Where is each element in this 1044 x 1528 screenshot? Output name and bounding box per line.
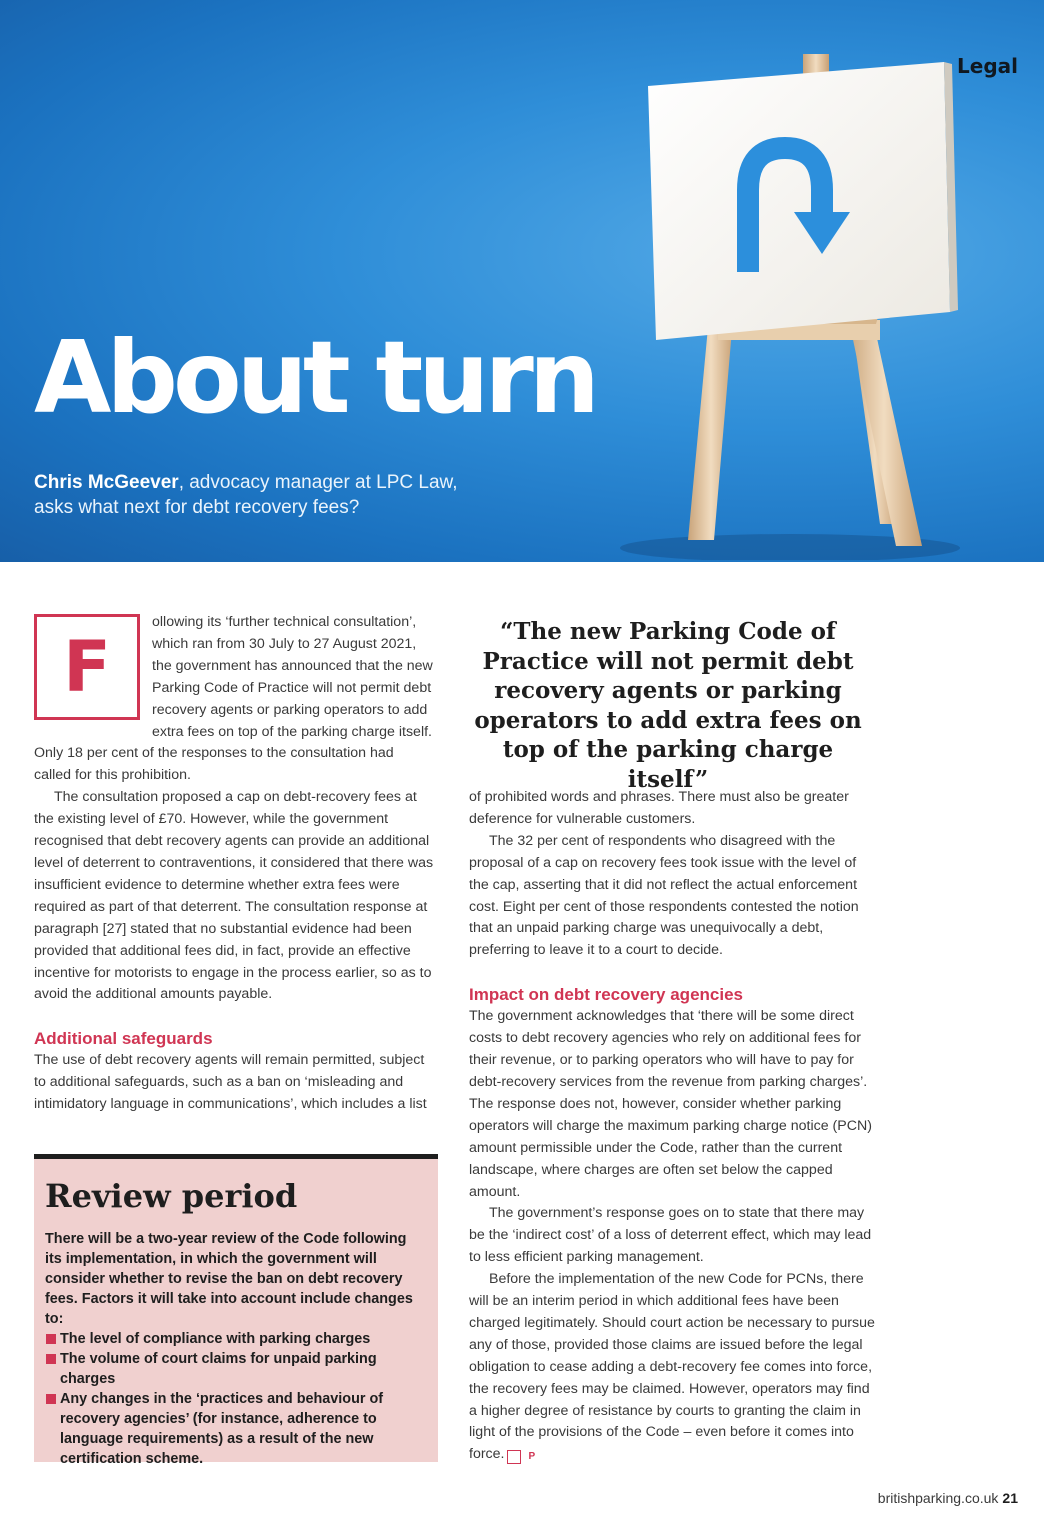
section-label: Legal: [957, 54, 1018, 78]
body-paragraph: The use of debt recovery agents will remain permitted, subject to additional safeguards, such as a ban on ‘misleading and intimidatory language in communications’, which includes a list: [34, 1052, 427, 1113]
body-paragraph: The government acknowledges that ‘there will be some direct costs to debt recovery agencies who rely on additional fees for their revenue, or to parking operators who will have to pay for debt-recovery services from the revenue from parking charges’. The response does not, however, consider whether parking operators will charge the maximum parking charge notice (PCN) amount permissible under the Code, rather than the current landscape, where charges are often set below the capped amount.: [469, 1008, 872, 1200]
body-paragraph: The 32 per cent of respondents who disagreed with the proposal of a cap on recovery fees took issue with the level of the cap, asserting that it did not reflect the actual enforcement cost. Eight per cent of those respondents contested the notion that an unpaid parking charge was unequivocally a debt, preferring to leave it to a court to decide.: [469, 832, 859, 959]
list-item: The volume of court claims for unpaid parking charges: [45, 1349, 426, 1389]
review-box-body: [45, 1229, 426, 1469]
footer-site-url: britishparking.co.uk: [877, 1490, 999, 1506]
review-factors-list: [45, 1329, 426, 1469]
list-item: The level of compliance with parking charges: [45, 1329, 426, 1349]
closing-paragraph: [469, 1269, 875, 1466]
review-period-box: [34, 1154, 438, 1467]
easel-u-turn-sign-icon: [600, 40, 960, 560]
author-role: , advocacy manager at LPC Law,: [178, 472, 458, 493]
standfirst-question: asks what next for debt recovery fees?: [34, 497, 360, 518]
end-mark-icon: P: [507, 1450, 521, 1464]
subheading-impact: Impact on debt recovery agencies: [469, 985, 743, 1005]
page-title: About turn: [34, 319, 595, 436]
body-paragraph: of prohibited words and phrases. There must also be greater deference for vulnerable customers.: [469, 789, 849, 827]
standfirst: [34, 470, 494, 520]
body-paragraph: The consultation proposed a cap on debt-recovery fees at the existing level of £70. However, while the government recognised that debt recovery agents can provide an additional level of deterrent to contraventions, it considered that there was insufficient evidence to determine whether extra fees were required as part of that deterrent. The consultation response at paragraph [27] stated that no substantial evidence had been provided that additional fees did, in fact, provide an effective incentive for motorists to engage in the process earlier, so as to avoid the additional amounts payable.: [34, 789, 434, 1003]
right-column: [469, 787, 875, 1466]
drop-cap: F: [34, 614, 140, 720]
intro-paragraph-wrap: [34, 612, 434, 787]
subheading-additional-safeguards: Additional safeguards: [34, 1029, 213, 1049]
review-box-title: Review period: [45, 1177, 298, 1215]
pull-quote: “The new Parking Code of Practice will not permit debt recovery agents or parking operators to add extra fees on top of the parking charge itself”: [474, 618, 862, 793]
list-item: Any changes in the ‘practices and behaviour of recovery agencies’ (for instance, adherence to language requirements) as a result of the new certification scheme.: [45, 1389, 426, 1469]
hero-banner: [0, 0, 1044, 562]
page-footer: [878, 1490, 1018, 1506]
page-number: 21: [1002, 1490, 1018, 1506]
left-column: [34, 612, 434, 1116]
review-box-intro: There will be a two-year review of the Code following its implementation, in which the government will consider whether to revise the ban on debt recovery fees. Factors it will take into account include changes to:: [45, 1231, 413, 1327]
author-name: Chris McGeever: [34, 472, 179, 493]
closing-paragraph-text: Before the implementation of the new Code for PCNs, there will be an interim period in which additional fees have been charged legitimately. Should court action be necessary to pursue any of those, provided those claims are issued before the legal obligation to cease adding a debt-recovery fee comes into force, the recovery fees may be claimed. However, operators may find a higher degree of resistance by courts to granting the claim in light of the provisions of the Code – even before it comes into force.: [469, 1271, 875, 1463]
intro-paragraph: ollowing its ‘further technical consultation’, which ran from 30 July to 27 August 2021, the government has announced that the new Parking Code of Practice will not permit debt recovery agents or parking operators to add extra fees on top of the parking charge itself. Only 18 per cent of the responses to the consultation had called for this prohibition.: [34, 614, 433, 784]
body-paragraph: The government’s response goes on to state that there may be the ‘indirect cost’ of a loss of deterrent effect, which may lead to less efficient parking management.: [469, 1205, 872, 1266]
